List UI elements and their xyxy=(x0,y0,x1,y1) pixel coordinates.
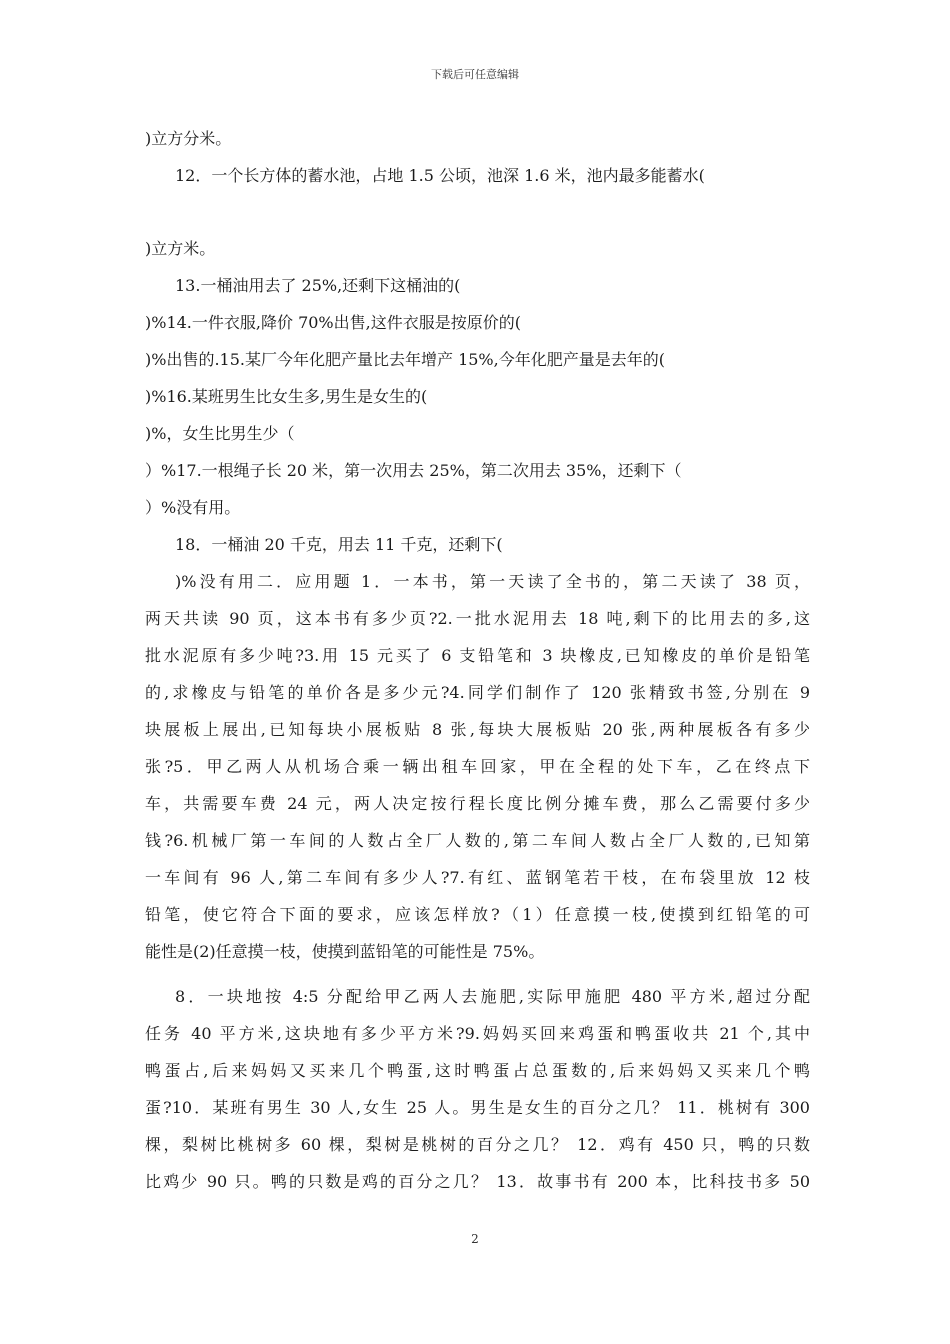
text-line: )%没有用二．应用题 1．一本书，第一天读了全书的，第二天读了 38 页， xyxy=(175,572,810,591)
text-line: ）%没有用。 xyxy=(145,498,241,517)
text-line: 8．一块地按 4:5 分配给甲乙两人去施肥,实际甲施肥 480 平方米,超过分配 xyxy=(175,987,810,1006)
text-line: 车，共需要车费 24 元，两人决定按行程长度比例分摊车费，那么乙需要付多少 xyxy=(145,794,810,813)
text-line: 块展板上展出,已知每块小展板贴 8 张,每块大展板贴 20 张,两种展板各有多少 xyxy=(145,720,810,739)
text-line: )%14.一件衣服,降价 70%出售,这件衣服是按原价的( xyxy=(145,313,521,332)
text-line: 13.一桶油用去了 25%,还剩下这桶油的( xyxy=(175,276,461,295)
text-line: 钱?6.机械厂第一车间的人数占全厂人数的,第二车间人数占全厂人数的,已知第 xyxy=(145,831,810,850)
text-line: )立方分米。 xyxy=(145,129,232,148)
text-line: 能性是(2)任意摸一枝，使摸到蓝铅笔的可能性是 75%。 xyxy=(145,942,545,961)
page-header: 下载后可任意编辑 xyxy=(431,68,519,81)
text-line: 两天共读 90 页，这本书有多少页?2.一批水泥用去 18 吨,剩下的比用去的多,这 xyxy=(145,609,810,628)
text-line: )%出售的.15.某厂今年化肥产量比去年增产 15%,今年化肥产量是去年的( xyxy=(145,350,665,369)
text-line: )立方米。 xyxy=(145,239,216,258)
text-line: 的,求橡皮与铅笔的单价各是多少元?4.同学们制作了 120 张精致书签,分别在 9 xyxy=(145,683,810,702)
text-line: 鸭蛋占,后来妈妈又买来几个鸭蛋,这时鸭蛋占总蛋数的,后来妈妈又买来几个鸭 xyxy=(145,1061,810,1080)
text-line: 一车间有 96 人,第二车间有多少人?7.有红、蓝钢笔若干枝，在布袋里放 12 枝 xyxy=(145,868,810,887)
text-line: 18．一桶油 20 千克，用去 11 千克，还剩下( xyxy=(175,535,503,554)
text-line: 批水泥原有多少吨?3.用 15 元买了 6 支铅笔和 3 块橡皮,已知橡皮的单价是铅笔 xyxy=(145,646,810,665)
text-line: 比鸡少 90 只。鸭的只数是鸡的百分之几？ 13．故事书有 200 本，比科技书多 50 xyxy=(145,1172,810,1191)
document-body xyxy=(145,120,810,1200)
text-line: ）%17.一根绳子长 20 米，第一次用去 25%，第二次用去 35%，还剩下（ xyxy=(145,461,682,480)
page-number: 2 xyxy=(471,1232,479,1246)
text-line: 蛋?10．某班有男生 30 人,女生 25 人。男生是女生的百分之几？ 11．桃树有 300 xyxy=(145,1098,810,1117)
text-line: 铅笔，使它符合下面的要求，应该怎样放?（1）任意摸一枝,使摸到红铅笔的可 xyxy=(145,905,810,924)
text-line: 任务 40 平方米,这块地有多少平方米?9.妈妈买回来鸡蛋和鸭蛋收共 21 个,其中 xyxy=(145,1024,810,1043)
text-line: 张?5．甲乙两人从机场合乘一辆出租车回家，甲在全程的处下车，乙在终点下 xyxy=(145,757,810,776)
text-line: 12．一个长方体的蓄水池，占地 1.5 公顷，池深 1.6 米，池内最多能蓄水( xyxy=(175,166,705,185)
text-line: 棵，梨树比桃树多 60 棵，梨树是桃树的百分之几？ 12．鸡有 450 只，鸭的只数 xyxy=(145,1135,810,1154)
text-line: )%16.某班男生比女生多,男生是女生的( xyxy=(145,387,428,406)
text-line: )%，女生比男生少（ xyxy=(145,424,295,443)
